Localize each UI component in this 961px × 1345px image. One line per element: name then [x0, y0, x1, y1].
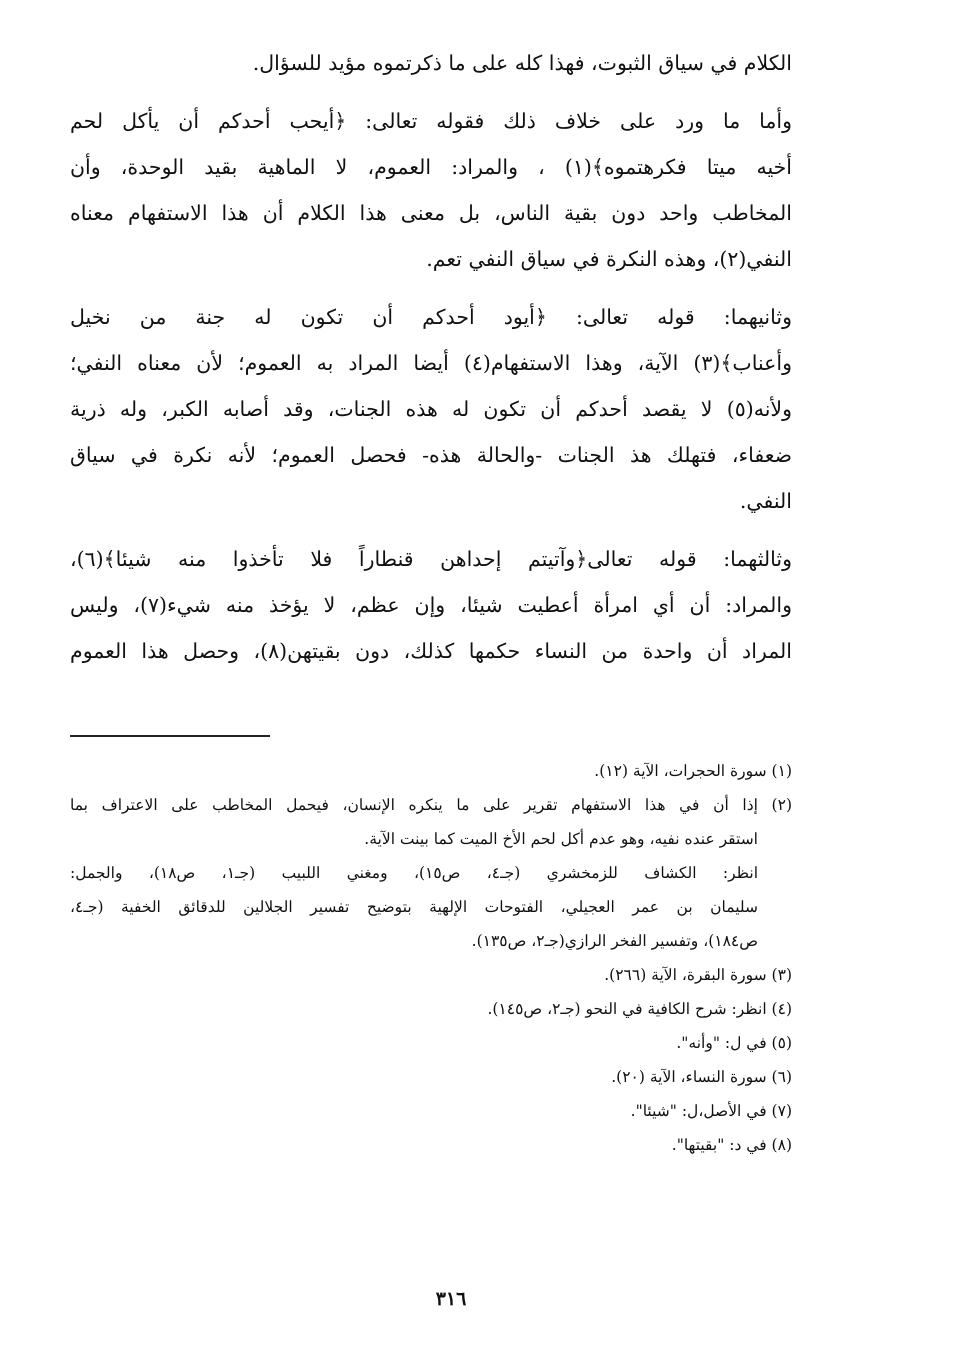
footnote-line: (٥) في ل: "وأنه". — [676, 1034, 792, 1052]
footnote-line: ص١٨٤)، وتفسير الفخر الرازي(جـ٢، ص١٣٥). — [471, 932, 758, 950]
footnote-line: سليمان بن عمر العجيلي، الفتوحات الإلهية بتوضيح تفسير الجلالين للدقائق الخفية (جـ٤، — [70, 898, 758, 916]
page-number: ٣١٦ — [435, 1288, 467, 1310]
footnote-line: (٨) في د: "بقيتها". — [671, 1136, 792, 1154]
footnote-line: (٣) سورة البقرة، الآية (٢٦٦). — [604, 966, 792, 984]
footnote-line: (٦) سورة النساء، الآية (٢٠). — [611, 1068, 792, 1086]
text-line: ولأنه(٥) لا يقصد أحدكم أن تكون له هذه الجنات، وقد أصابه الكبر، وله ذرية — [70, 397, 792, 421]
text-line: وأما ما ورد على خلاف ذلك فقوله تعالى: ﴿أيحب أحدكم أن يأكل لحم — [70, 109, 792, 133]
text-line: والمراد: أن أي امرأة أعطيت شيئا، وإن عظم، لا يؤخذ منه شيء(٧)، وليس — [70, 593, 792, 617]
text-line: وثانيهما: قوله تعالى: ﴿أيود أحدكم أن تكون له جنة من نخيل — [70, 305, 792, 329]
footnote-line: استقر عنده نفيه، وهو عدم أكل لحم الأخ الميت كما بينت الآية. — [364, 830, 758, 848]
footnote-line: (٢) إذا أن في هذا الاستفهام تقرير على ما ينكره الإنسان، فيحمل المخاطب على الاعتراف بما — [70, 796, 792, 814]
text-line: النفي(٢)، وهذه النكرة في سياق النفي تعم. — [426, 247, 792, 271]
text-line: المخاطب واحد دون بقية الناس، بل معنى هذا الكلام أن هذا الاستفهام معناه — [70, 201, 792, 225]
text-line: أخيه ميتا فكرهتموه﴾(١) ، والمراد: العموم، لا الماهية بقيد الوحدة، وأن — [70, 155, 792, 179]
text-line: وأعناب﴾(٣) الآية، وهذا الاستفهام(٤) أيضا المراد به العموم؛ لأن معناه النفي؛ — [70, 351, 792, 375]
footnote-line: (١) سورة الحجرات، الآية (١٢). — [594, 762, 792, 780]
paragraph-gap — [70, 282, 792, 294]
footnote-line: (٧) في الأصل،ل: "شيئا". — [630, 1102, 792, 1120]
footnote-separator — [70, 735, 270, 737]
text-line: الكلام في سياق الثبوت، فهذا كله على ما ذكرتموه مؤيد للسؤال. — [252, 51, 792, 75]
text-line: وثالثهما: قوله تعالى﴿وآتيتم إحداهن قنطاراً فلا تأخذوا منه شيئا﴾(٦)، — [70, 547, 792, 571]
footnotes — [70, 754, 792, 1162]
main-text — [70, 40, 792, 674]
footnote-line: (٤) انظر: شرح الكافية في النحو (جـ٢، ص١٤٥). — [487, 1000, 792, 1018]
paragraph-gap — [70, 86, 792, 98]
footnote-line: انظر: الكشاف للزمخشري (جـ٤، ص١٥)، ومغني اللبيب (جـ١، ص١٨)، والجمل: — [70, 864, 759, 882]
paragraph-gap — [70, 524, 792, 536]
text-line: المراد أن واحدة من النساء حكمها كذلك، دون بقيتهن(٨)، وحصل هذا العموم — [70, 639, 792, 663]
book-page — [70, 40, 792, 1330]
text-line: ضعفاء، فتهلك هذ الجنات -والحالة هذه- فحصل العموم؛ لأنه نكرة في سياق — [70, 443, 792, 467]
text-line: النفي. — [739, 489, 792, 513]
